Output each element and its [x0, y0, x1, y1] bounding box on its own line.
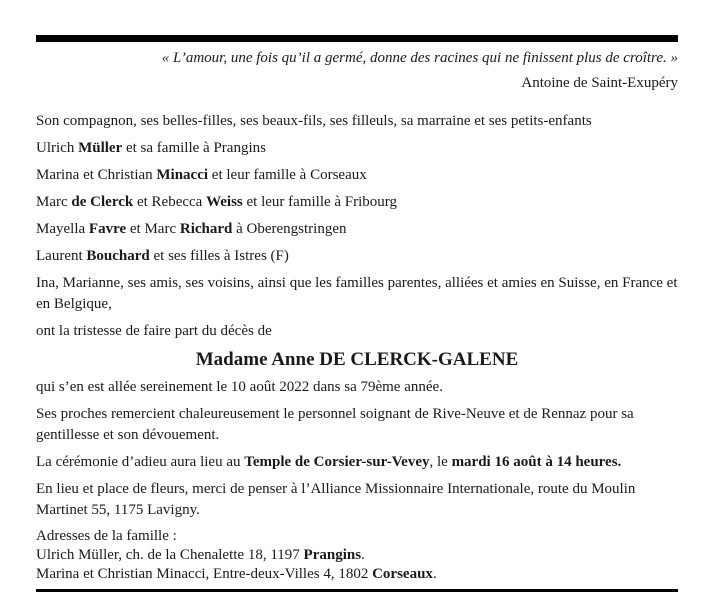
quote-line: « L’amour, une fois qu’il a germé, donne des racines qui ne finissent plus de croître. »	[161, 50, 678, 66]
announcement-line: ont la tristesse de faire part du décès de	[36, 323, 272, 339]
bold-text-segment: Temple de Corsier-sur-Vevey	[244, 454, 430, 470]
ceremony-paragraph	[36, 452, 678, 473]
bottom-rule	[36, 589, 678, 592]
bold-text-segment: Richard	[179, 221, 233, 237]
text-segment: à Oberengstringen	[232, 221, 347, 237]
text-segment: , le	[429, 454, 452, 470]
family-line-mueller	[36, 138, 678, 159]
bold-text-segment: de Clerck	[71, 194, 134, 210]
text-segment: .	[432, 566, 437, 582]
text-segment: et Marc	[126, 221, 180, 237]
bold-text-segment: Favre	[88, 221, 127, 237]
family-addresses-block	[36, 527, 678, 584]
address-line-corseaux	[36, 565, 678, 584]
relatives-paragraph: Ina, Marianne, ses amis, ses voisins, ainsi que les familles parentes, alliées et amies en Suisse, en France et en Belgique,	[36, 275, 678, 312]
text-segment: et leur famille à Fribourg	[242, 194, 398, 210]
text-segment: et leur famille à Corseaux	[208, 167, 367, 183]
death-date-line: qui s’en est allée sereinement le 10 août 2022 dans sa 79ème année.	[36, 379, 443, 395]
text-segment: Mayella	[36, 221, 89, 237]
bold-text-segment: mardi 16 août à 14 heures.	[451, 454, 622, 470]
bold-text-segment: Corseaux	[372, 566, 433, 582]
text-segment: Marina et Christian	[36, 167, 157, 183]
bold-text-segment: Weiss	[206, 194, 243, 210]
text-segment: .	[361, 547, 365, 563]
family-line-minacci	[36, 165, 678, 186]
text-segment: Laurent	[36, 248, 87, 264]
text-segment: Ulrich	[36, 140, 79, 156]
family-line-favre-richard	[36, 219, 678, 240]
deceased-name-heading: Madame Anne DE CLERCK-GALENE	[195, 349, 519, 370]
text-segment: Ulrich Müller, ch. de la Chenalette 18, 1197	[36, 547, 304, 563]
bold-text-segment: Bouchard	[86, 248, 150, 264]
address-line-prangins	[36, 546, 678, 565]
text-segment: La cérémonie d’adieu aura lieu au	[36, 454, 245, 470]
family-line-bouchard	[36, 246, 678, 267]
family-line-declerck-weiss	[36, 192, 678, 213]
quote-author: Antoine de Saint-Exupéry	[521, 75, 678, 91]
top-rule	[36, 35, 678, 42]
bold-text-segment: Minacci	[156, 167, 209, 183]
text-segment: et ses filles à Istres (F)	[149, 248, 289, 264]
intro-paragraph: Son compagnon, ses belles-filles, ses beaux-fils, ses filleuls, sa marraine et ses petits-enfants	[36, 113, 592, 129]
bold-text-segment: Müller	[78, 140, 123, 156]
text-segment: et sa famille à Prangins	[122, 140, 266, 156]
family-addresses-label: Adresses de la famille :	[36, 528, 177, 544]
donation-paragraph: En lieu et place de fleurs, merci de penser à l’Alliance Missionnaire Internationale, route du Moulin Martinet 55, 1175 Lavigny.	[36, 481, 636, 518]
notice-body	[36, 111, 678, 592]
text-segment: et Rebecca	[133, 194, 207, 210]
text-segment: Marc	[36, 194, 72, 210]
thanks-paragraph: Ses proches remercient chaleureusement le personnel soignant de Rive-Neuve et de Rennaz pour sa gentillesse et son dévouement.	[36, 406, 634, 443]
bold-text-segment: Prangins	[303, 547, 362, 563]
text-segment: Marina et Christian Minacci, Entre-deux-Villes 4, 1802	[36, 566, 373, 582]
